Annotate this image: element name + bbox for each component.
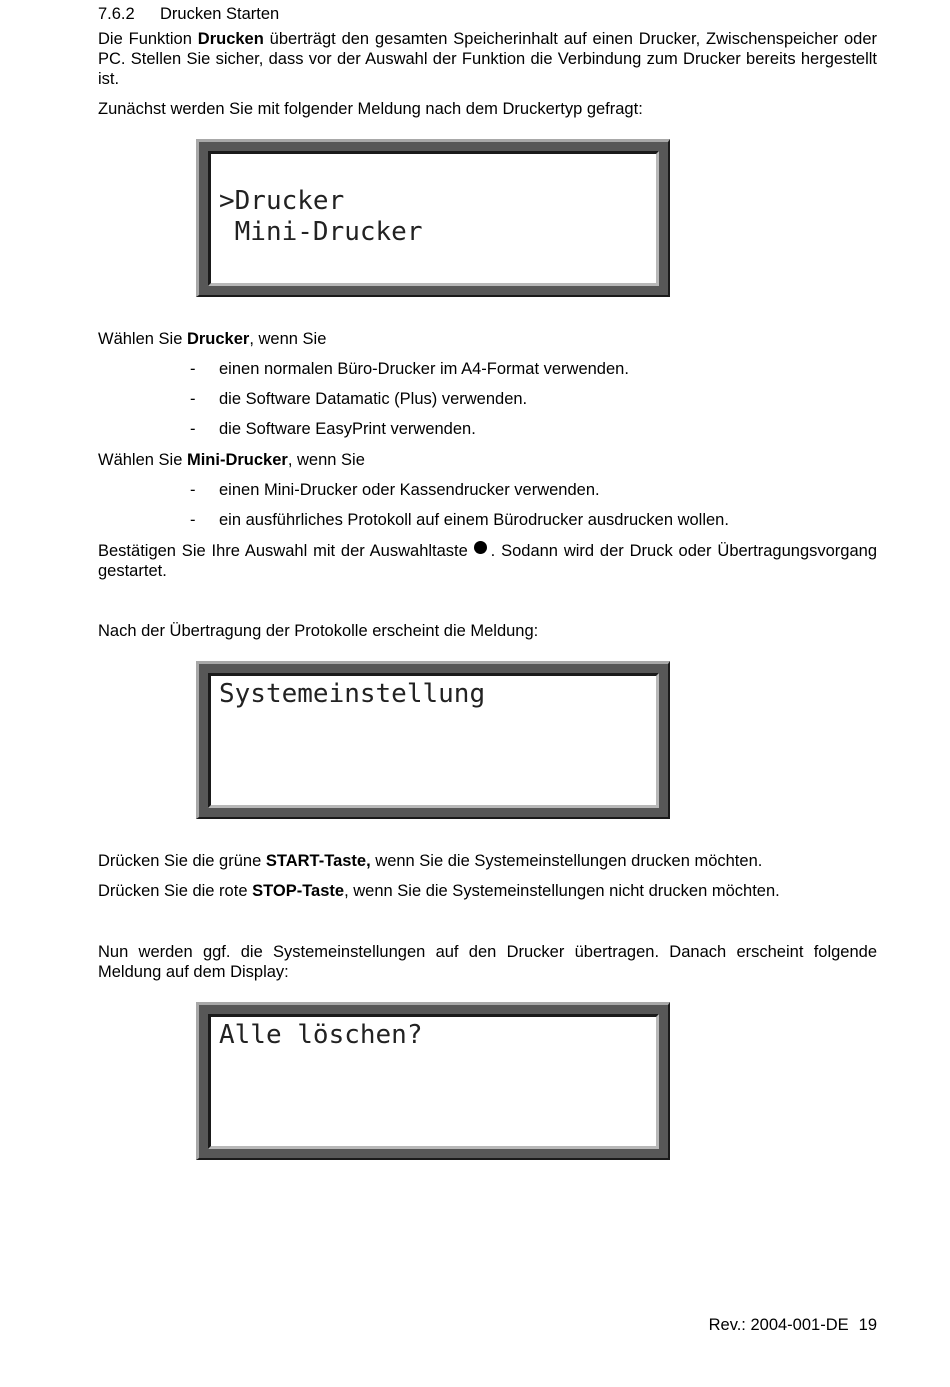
lcd-screen [208,1014,659,1149]
drucker-intro-pre: Wählen Sie [98,330,187,348]
intro-paragraph [98,29,877,89]
start-text-post: wenn Sie die Systemeinstellungen drucken möchten. [370,852,763,870]
after-transfer-text: Nach der Übertragung der Protokolle erscheint die Meldung: [98,622,539,640]
list-item: - einen Mini-Drucker oder Kassendrucker verwenden. [190,481,600,499]
drucker-bold: Drucker [186,330,250,348]
revision: Rev.: 2004-001-DE [708,1316,849,1334]
lcd-line-1: Alle löschen? [219,1020,423,1050]
list-item: - ein ausführliches Protokoll auf einem Bürodrucker ausdrucken wollen. [190,511,729,529]
mini-drucker-intro [98,450,877,470]
transfer-paragraph: Nun werden ggf. die Systemeinstellungen auf den Drucker übertragen. Danach erscheint folgende Meldung auf dem Display: [98,943,877,981]
list-item-text: die Software EasyPrint verwenden. [219,420,476,438]
list-item-text: die Software Datamatic (Plus) verwenden. [219,390,528,408]
lcd-line-1: >Drucker [219,186,345,216]
list-item-text: ein ausführliches Protokoll auf einem Bürodrucker ausdrucken wollen. [219,511,729,529]
printer-type-question: Zunächst werden Sie mit folgender Meldung nach dem Druckertyp gefragt: [98,100,643,118]
intro-text-pre: Die Funktion [98,30,198,48]
list-item: - einen normalen Büro-Drucker im A4-Format verwenden. [190,360,629,378]
drucker-intro [98,329,877,349]
intro-text-post: überträgt den gesamten Speicherinhalt auf einen Drucker, Zwischenspeicher oder PC. Stellen Sie sicher, dass vor der Auswahl der Funktion die Verbindung zum Drucker bereits hergestellt ist. [98,30,877,88]
page-number: 19 [858,1316,877,1334]
list-item-text: einen Mini-Drucker oder Kassendrucker verwenden. [219,481,600,499]
mini-intro-post: , wenn Sie [287,451,365,469]
mini-bold: Mini-Drucker [186,451,288,469]
lcd-display-system-settings [196,661,670,819]
intro-bold-drucken: Drucken [197,30,264,48]
section-heading [98,4,877,24]
lcd-display-printer-select [196,139,670,297]
confirm-text-post: . Sodann wird der Druck oder Übertragungsvorgang gestartet. [98,542,877,580]
confirm-paragraph [98,541,877,581]
list-item: - die Software Datamatic (Plus) verwenden. [190,390,528,408]
section-title: Drucken Starten [160,5,280,23]
start-key-instruction [98,851,877,871]
lcd-line-1: Systemeinstellung [219,679,486,709]
drucker-intro-post: , wenn Sie [249,330,327,348]
filled-circle-icon [474,541,487,554]
lcd-line-2: Mini-Drucker [219,217,423,247]
start-key-bold: START-Taste, [265,852,371,870]
lcd-display-delete-all [196,1002,670,1160]
stop-key-bold: STOP-Taste [252,882,345,900]
start-text-pre: Drücken Sie die grüne [98,852,266,870]
lcd-screen [208,673,659,808]
stop-text-post: , wenn Sie die Systemeinstellungen nicht drucken möchten. [344,882,780,900]
mini-intro-pre: Wählen Sie [98,451,187,469]
section-number: 7.6.2 [98,5,135,23]
stop-key-instruction [98,881,877,901]
list-item-text: einen normalen Büro-Drucker im A4-Format verwenden. [219,360,629,378]
lcd-screen [208,151,659,286]
stop-text-pre: Drücken Sie die rote [98,882,253,900]
page-footer [709,1315,877,1335]
confirm-text-pre: Bestätigen Sie Ihre Auswahl mit der Auswahltaste [98,542,474,560]
list-item: - die Software EasyPrint verwenden. [190,420,476,438]
